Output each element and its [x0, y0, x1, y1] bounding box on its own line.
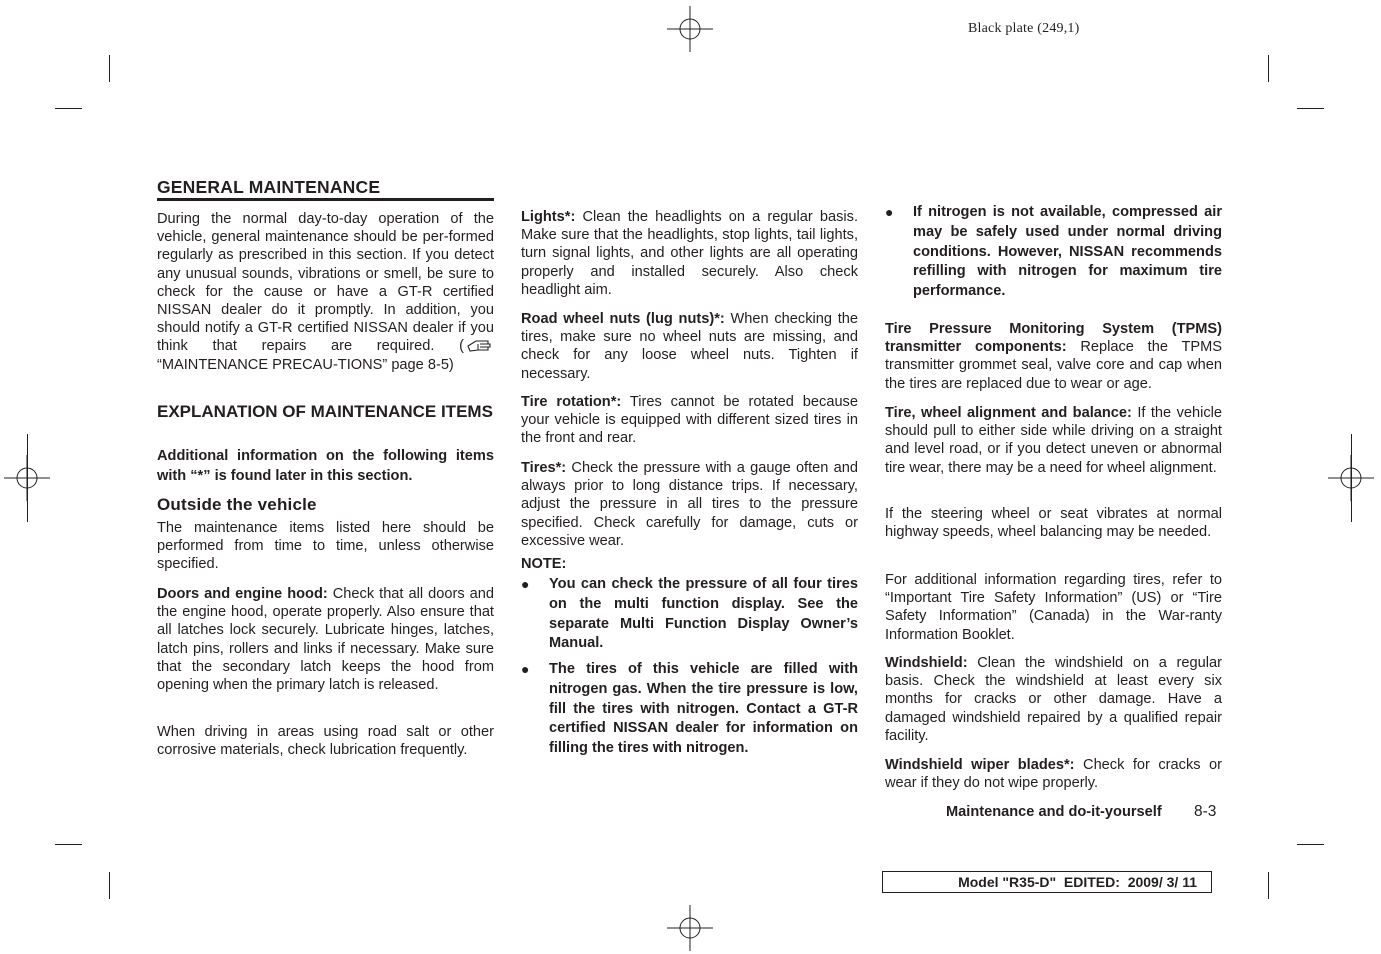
wheel-nuts-text: When checking the tires, make sure no wheel nuts are missing, and check for any loose wheel nuts. Tighten if necessary.	[521, 311, 858, 382]
registration-crosshair-icon	[4, 455, 50, 501]
wheel-nuts-paragraph	[521, 310, 858, 383]
plate-label: Black plate (249,1)	[968, 21, 1080, 36]
windshield-paragraph	[885, 654, 1222, 745]
intro-text: During the normal day-to-day operation of the vehicle, general maintenance should be per-formed regularly as prescribed in this section. If you detect any unusual sounds, vibrations or smell, be sure to check for the cause or have a GT-R certified NISSAN dealer do it promptly. In addition, you should notify a GT-R certified NISSAN dealer if you think that repairs are required. (	[157, 211, 494, 355]
section-heading-explanation: EXPLANATION OF MAINTENANCE ITEMS	[157, 402, 493, 421]
crop-mark-top-right-horizontal	[1297, 108, 1324, 109]
tpms-text: Replace the TPMS transmitter grommet seal, valve core and cap when the tires are replaced due to wear or age.	[885, 339, 1222, 392]
model-code: "R35-D"	[1002, 874, 1057, 890]
intro-reference-text: “MAINTENANCE PRECAU-TIONS” page 8-5)	[157, 356, 454, 373]
page-reference-hand-icon	[466, 338, 492, 353]
outside-vehicle-paragraph: The maintenance items listed here should be performed from time to time, unless otherwise specified.	[157, 520, 494, 573]
crop-mark-bottom-right-horizontal	[1297, 844, 1324, 845]
bullet-dot-icon: ●	[521, 576, 530, 592]
lights-text: Clean the headlights on a regular basis. Make sure that the headlights, stop lights, tail lights, turn signal lights, and other lights are all operating properly and installed securely. Also check headlight aim.	[521, 209, 858, 298]
road-salt-paragraph: When driving in areas using road salt or other corrosive materials, check lubrication frequently.	[157, 724, 494, 759]
bullet-dot-icon: ●	[885, 204, 894, 220]
tires-label: Tires*:	[521, 460, 567, 476]
wiper-blades-label: Windshield wiper blades*:	[885, 757, 1075, 773]
tire-rotation-text: Tires cannot be rotated because your vehicle is equipped with different sized tires in the front and rear.	[521, 394, 858, 447]
note-bullet	[521, 575, 858, 654]
note-bullet	[521, 660, 858, 759]
doors-engine-hood-paragraph	[157, 585, 494, 694]
windshield-text: Clean the windshield on a regular basis. Check the windshield at least every six months for cracks or other damage. Have a damaged windshield repaired by a qualified repair facility.	[885, 655, 1222, 744]
subheading-outside-vehicle: Outside the vehicle	[157, 495, 317, 514]
balance-paragraph: If the steering wheel or seat vibrates at normal highway speeds, wheel balancing may be needed.	[885, 506, 1222, 541]
nitrogen-bullet	[885, 203, 1222, 302]
footer-section-title: Maintenance and do-it-yourself	[946, 804, 1162, 820]
crop-mark-top-left-vertical	[109, 55, 110, 82]
crop-mark-bottom-right-vertical	[1268, 872, 1269, 899]
lights-label: Lights*:	[521, 209, 576, 225]
crop-mark-top-right-vertical	[1268, 55, 1269, 82]
doors-engine-hood-text: Check that all doors and the engine hood, operate properly. Also ensure that all latches lock securely. Lubricate hinges, latches, latch pins, rollers and links if necessary. Make sure that the secondary latch keeps the hood from opening when the primary latch is released.	[157, 586, 494, 694]
note-bullet-text: You can check the pressure of all four tires on the multi function display. See the separate Multi Function Display Owner’s Manual.	[549, 576, 858, 652]
wheel-nuts-label: Road wheel nuts (lug nuts)*:	[521, 311, 725, 327]
tires-paragraph	[521, 459, 858, 550]
registration-crosshair-icon	[667, 905, 713, 951]
tire-rotation-label: Tire rotation*:	[521, 394, 622, 410]
wiper-blades-text: Check for cracks or wear if they do not wipe properly.	[885, 757, 1222, 792]
alignment-label: Tire, wheel alignment and balance:	[885, 405, 1132, 421]
edited-label: EDITED:	[1063, 874, 1120, 890]
bullet-dot-icon: ●	[521, 661, 530, 677]
crop-mark-bottom-left-vertical	[109, 872, 110, 899]
registration-crosshair-icon	[1328, 455, 1374, 501]
model-label: Model	[958, 874, 999, 890]
note-label: NOTE:	[521, 556, 567, 572]
crop-mark-bottom-left-horizontal	[55, 844, 82, 845]
footer-page-number: 8-3	[1194, 803, 1217, 820]
additional-tire-info-paragraph: For additional information regarding tires, refer to “Important Tire Safety Information” (US) or “Tire Safety Information” (Canada) in the War-ranty Information Booklet.	[885, 572, 1222, 643]
doors-engine-hood-label: Doors and engine hood:	[157, 586, 328, 602]
section-heading-general-maintenance: GENERAL MAINTENANCE	[157, 177, 381, 197]
heading-rule	[157, 198, 494, 201]
tires-text: Check the pressure with a gauge often and always prior to long distance trips. If necessary, adjust the pressure in all tires to the pressure specified. Check carefully for damage, cuts or excessive wear.	[521, 460, 858, 549]
tpms-paragraph	[885, 320, 1222, 393]
nitrogen-bullet-text: If nitrogen is not available, compressed air may be safely used under normal driving conditions. However, NISSAN recommends refilling with nitrogen for maximum tire performance.	[913, 204, 1222, 300]
edited-date: 2009/ 3/ 11	[1127, 874, 1197, 890]
intro-paragraph	[157, 210, 494, 374]
alignment-text: If the vehicle should pull to either side while driving on a straight and level road, or if you detect uneven or abnormal tire wear, there may be a need for wheel alignment.	[885, 405, 1223, 476]
lights-paragraph	[521, 208, 858, 299]
tpms-label: Tire Pressure Monitoring System (TPMS) transmitter components:	[885, 321, 1222, 356]
model-edited-box	[882, 871, 1212, 893]
wiper-blades-paragraph	[885, 756, 1222, 792]
alignment-paragraph	[885, 404, 1222, 477]
registration-crosshair-icon	[667, 6, 713, 52]
crop-mark-top-left-horizontal	[55, 108, 82, 109]
windshield-label: Windshield:	[885, 655, 968, 671]
note-bullet-text: The tires of this vehicle are filled with nitrogen gas. When the tire pressure is low, fill the tires with nitrogen. Contact a GT-R certified NISSAN dealer for information on filling the tires with nitrogen.	[549, 661, 858, 757]
additional-info-note: Additional information on the following items with “*” is found later in this section.	[157, 448, 494, 484]
tire-rotation-paragraph	[521, 393, 858, 448]
